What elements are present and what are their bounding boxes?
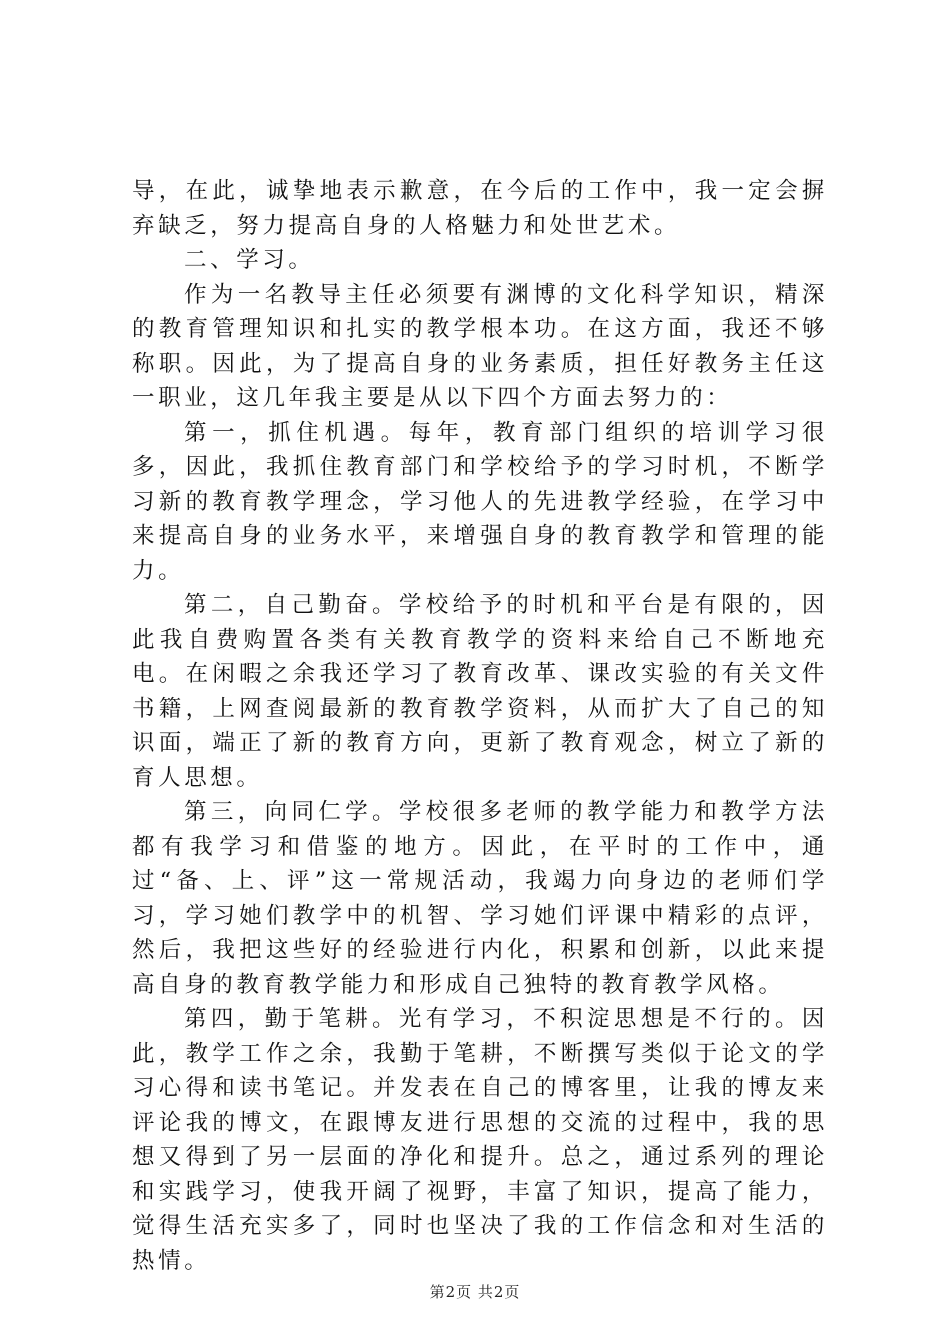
page-footer: 第2页 共2页 (429, 1283, 521, 1301)
paragraph-first: 第一，抓住机遇。每年，教育部门组织的培训学习很多，因此，我抓住教育部门和学校给予的学习时机，不断学习新的教育教学理念，学习他人的先进教学经验，在学习中来提高自身的业务水平，来增强自身的教育教学和管理的能力。 (132, 419, 828, 584)
paragraph-intro: 作为一名教导主任必须要有渊博的文化科学知识，精深的教育管理知识和扎实的教学根本功。在这方面，我还不够称职。因此，为了提高自身的业务素质，担任好教务主任这一职业，这几年我主要是从以下四个方面去努力的： (132, 281, 828, 411)
paragraph-continuation: 导，在此，诚挚地表示歉意，在今后的工作中，我一定会摒弃缺乏，努力提高自身的人格魅力和处世艺术。 (132, 178, 828, 239)
section-heading-study: 二、学习。 (184, 247, 315, 273)
paragraph-second: 第二，自己勤奋。学校给予的时机和平台是有限的，因此我自费购置各类有关教育教学的资料来给自己不断地充电。在闲暇之余我还学习了教育改革、课改实验的有关文件书籍，上网查阅最新的教育教学资料，从而扩大了自己的知识面，端正了新的教育方向，更新了教育观念，树立了新的育人思想。 (132, 592, 828, 791)
paragraph-fourth: 第四，勤于笔耕。光有学习，不积淀思想是不行的。因此，教学工作之余，我勤于笔耕，不断撰写类似于论文的学习心得和读书笔记。并发表在自己的博客里，让我的博友来评论我的博文，在跟博友进行思想的交流的过程中，我的思想又得到了另一层面的净化和提升。总之，通过系列的理论和实践学习，使我开阔了视野，丰富了知识，提高了能力，觉得生活充实多了，同时也坚决了我的工作信念和对生活的热情。 (132, 1006, 828, 1274)
paragraph-third: 第三，向同仁学。学校很多老师的教学能力和教学方法都有我学习和借鉴的地方。因此，在平时的工作中，通过“备、上、评”这一常规活动，我竭力向身边的老师们学习，学习她们教学中的机智、学习她们评课中精彩的点评，然后，我把这些好的经验进行内化，积累和创新，以此来提高自身的教育教学能力和形成自己独特的教育教学风格。 (132, 799, 828, 998)
document-body (132, 174, 828, 1278)
